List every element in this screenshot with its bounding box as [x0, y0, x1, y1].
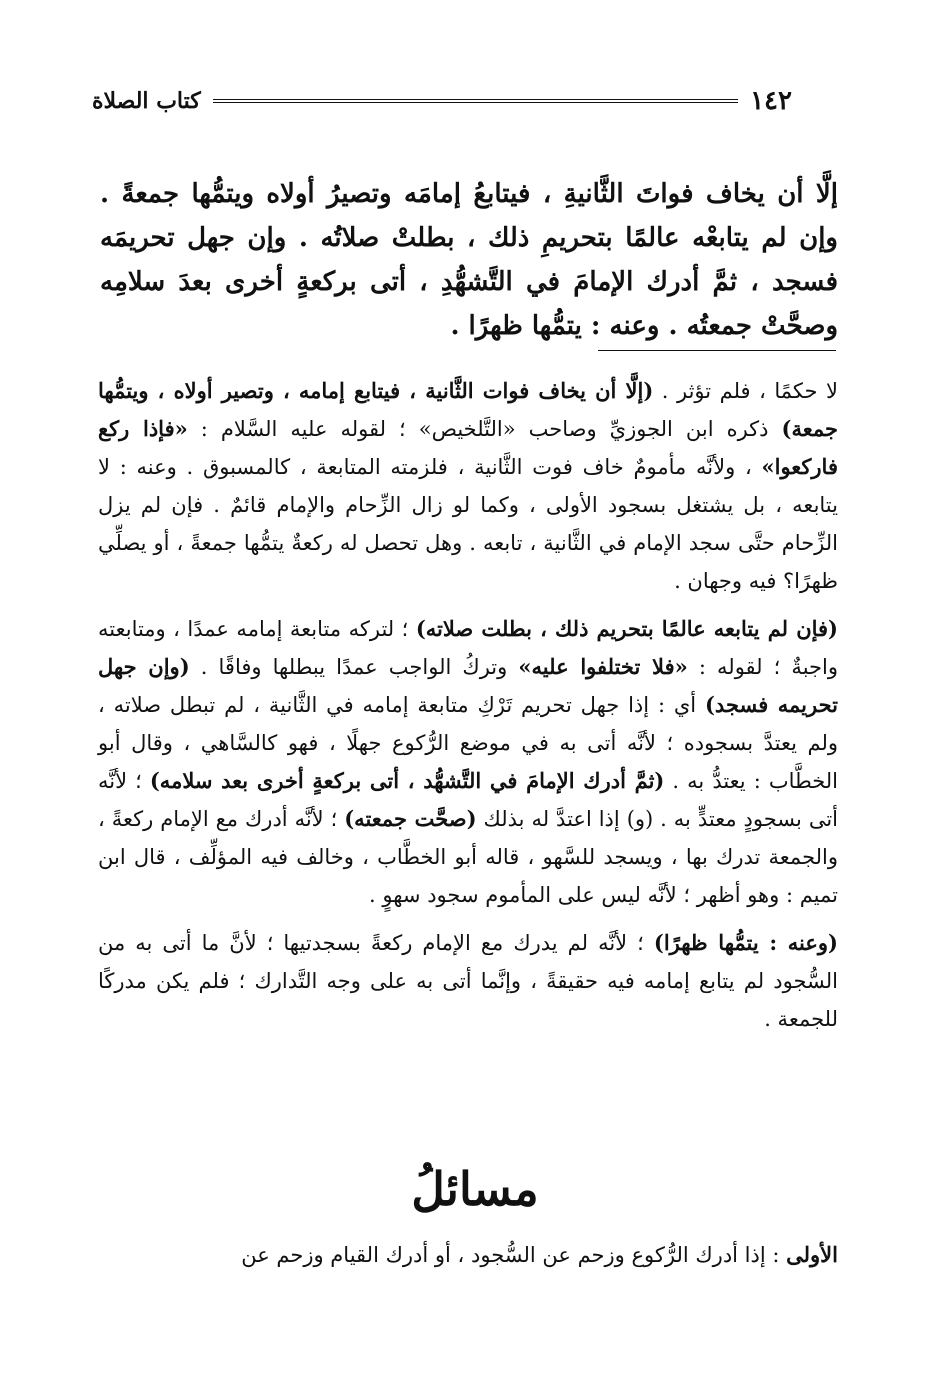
section-heading: مسائلُ: [411, 1162, 539, 1216]
commentary-text: ذكره ابن الجوزيِّ وصاحب «التَّلخيص» ؛ لقوله عليه السَّلام :: [187, 417, 782, 441]
commentary-text: ؛ لأنَّه أتى بسجودٍ معتدٍّ به . (و) إذا اعتدَّ له بذلك: [98, 769, 839, 831]
commentary-paragraph: [98, 924, 838, 1038]
book-title: كتاب الصلاة: [92, 88, 201, 114]
page-header: [92, 84, 792, 118]
commentary-text: ؛ لتركه متابعة إمامه عمدًا ، ومتابعته واجبةٌ ؛ لقوله :: [98, 617, 838, 679]
commentary-paragraph: [98, 610, 838, 914]
commentary-paragraph: [98, 372, 838, 600]
issue-label: الأولى: [786, 1242, 838, 1267]
footnote-separator: [598, 350, 836, 351]
quoted-text: (وعنه : يتمُّها ظهرًا): [653, 930, 838, 955]
commentary-text: وتركُ الواجب عمدًا يبطلها وفاقًا .: [189, 655, 519, 679]
quoted-text: (ثمَّ أدرك الإمامَ في التَّشهُّد ، أتى بركعةٍ أخرى بعد سلامه): [149, 768, 665, 793]
header-rule: [213, 99, 738, 103]
commentary-text: ؛ لأنَّه أدرك مع الإمام ركعةً ، والجمعة تدرك بها ، ويسجد للسَّهو ، قاله أبو الخطَّاب ، وخالف فيه المؤلِّف ، قال ابن تميم : وهو أظهر ؛ لأنَّه ليس على المأموم سجود سهوٍ .: [98, 807, 838, 907]
hadith-quote: «فإذا ركع فاركعوا»: [98, 416, 838, 479]
quoted-text: (إلَّا أن يخاف فوات الثَّانية ، فيتابع إمامه ، وتصير أولاه ، ويتمُّها جمعة): [98, 378, 838, 441]
quoted-text: (وإن جهل تحريمه فسجد): [98, 654, 838, 717]
commentary: [98, 372, 838, 1048]
quoted-text: (صحَّت جمعته): [344, 806, 477, 831]
commentary-text: لا حكمًا ، فلم تؤثر .: [653, 379, 838, 403]
issue-text: : إذا أدرك الرُّكوع وزحم عن السُّجود ، أو أدرك القيام وزحم عن: [241, 1243, 787, 1267]
commentary-text: ، ولأنَّه مأمومٌ خاف فوت الثَّانية ، فلزمته المتابعة ، كالمسبوق . وعنه : لا يتابعه ، بل يشتغل بسجود الأولى ، وكما لو زال الزِّحام والإمام قائمٌ . فإن لم يزل الزِّحام حتَّى سجد الإمام في الثَّانية ، تابعه . وهل تحصل له ركعةٌ يتمُّها جمعةً ، أو يصلِّي ظهرًا؟ فيه وجهان .: [98, 455, 839, 593]
commentary-text: أي : إذا جهل تحريم تَرْكِ متابعة إمامه في الثَّانية ، لم تبطل صلاته ، ولم يعتدَّ بسجوده ؛ لأنَّه أتى به في موضع الرُّكوع جهلًا ، فهو كالسَّاهي ، وقال أبو الخطَّاب : يعتدُّ به .: [98, 693, 839, 793]
quoted-text: (فإن لم يتابعه عالمًا بتحريم ذلك ، بطلت صلاته): [415, 616, 838, 641]
page-number: ١٤٢: [750, 86, 792, 116]
hadith-quote: «فلا تختلفوا عليه»: [518, 654, 688, 679]
commentary-text: ؛ لأنَّه لم يدرك مع الإمام ركعةً بسجدتيها ؛ لأنَّ ما أتى به من السُّجود لم يتابع إمامه فيه حقيقةً ، وإنَّما أتى به على وجه التَّدارك ؛ فلم يكن مدركًا للجمعة .: [98, 931, 838, 1031]
masail-text: [98, 1236, 838, 1274]
main-text: إلَّا أن يخاف فواتَ الثَّانيةِ ، فيتابعُ إمامَه وتصيرُ أولاه ويتمُّها جمعةً . وإن لم يتابعْه عالمًا بتحريمِ ذلك ، بطلتْ صلاتُه . وإن جهل تحريمَه فسجد ، ثمَّ أدرك الإمامَ في التَّشهُّدِ ، أتى بركعةٍ أخرى بعدَ سلامِه وصحَّتْ جمعتُه . وعنه : يتمُّها ظهرًا .: [100, 179, 838, 341]
